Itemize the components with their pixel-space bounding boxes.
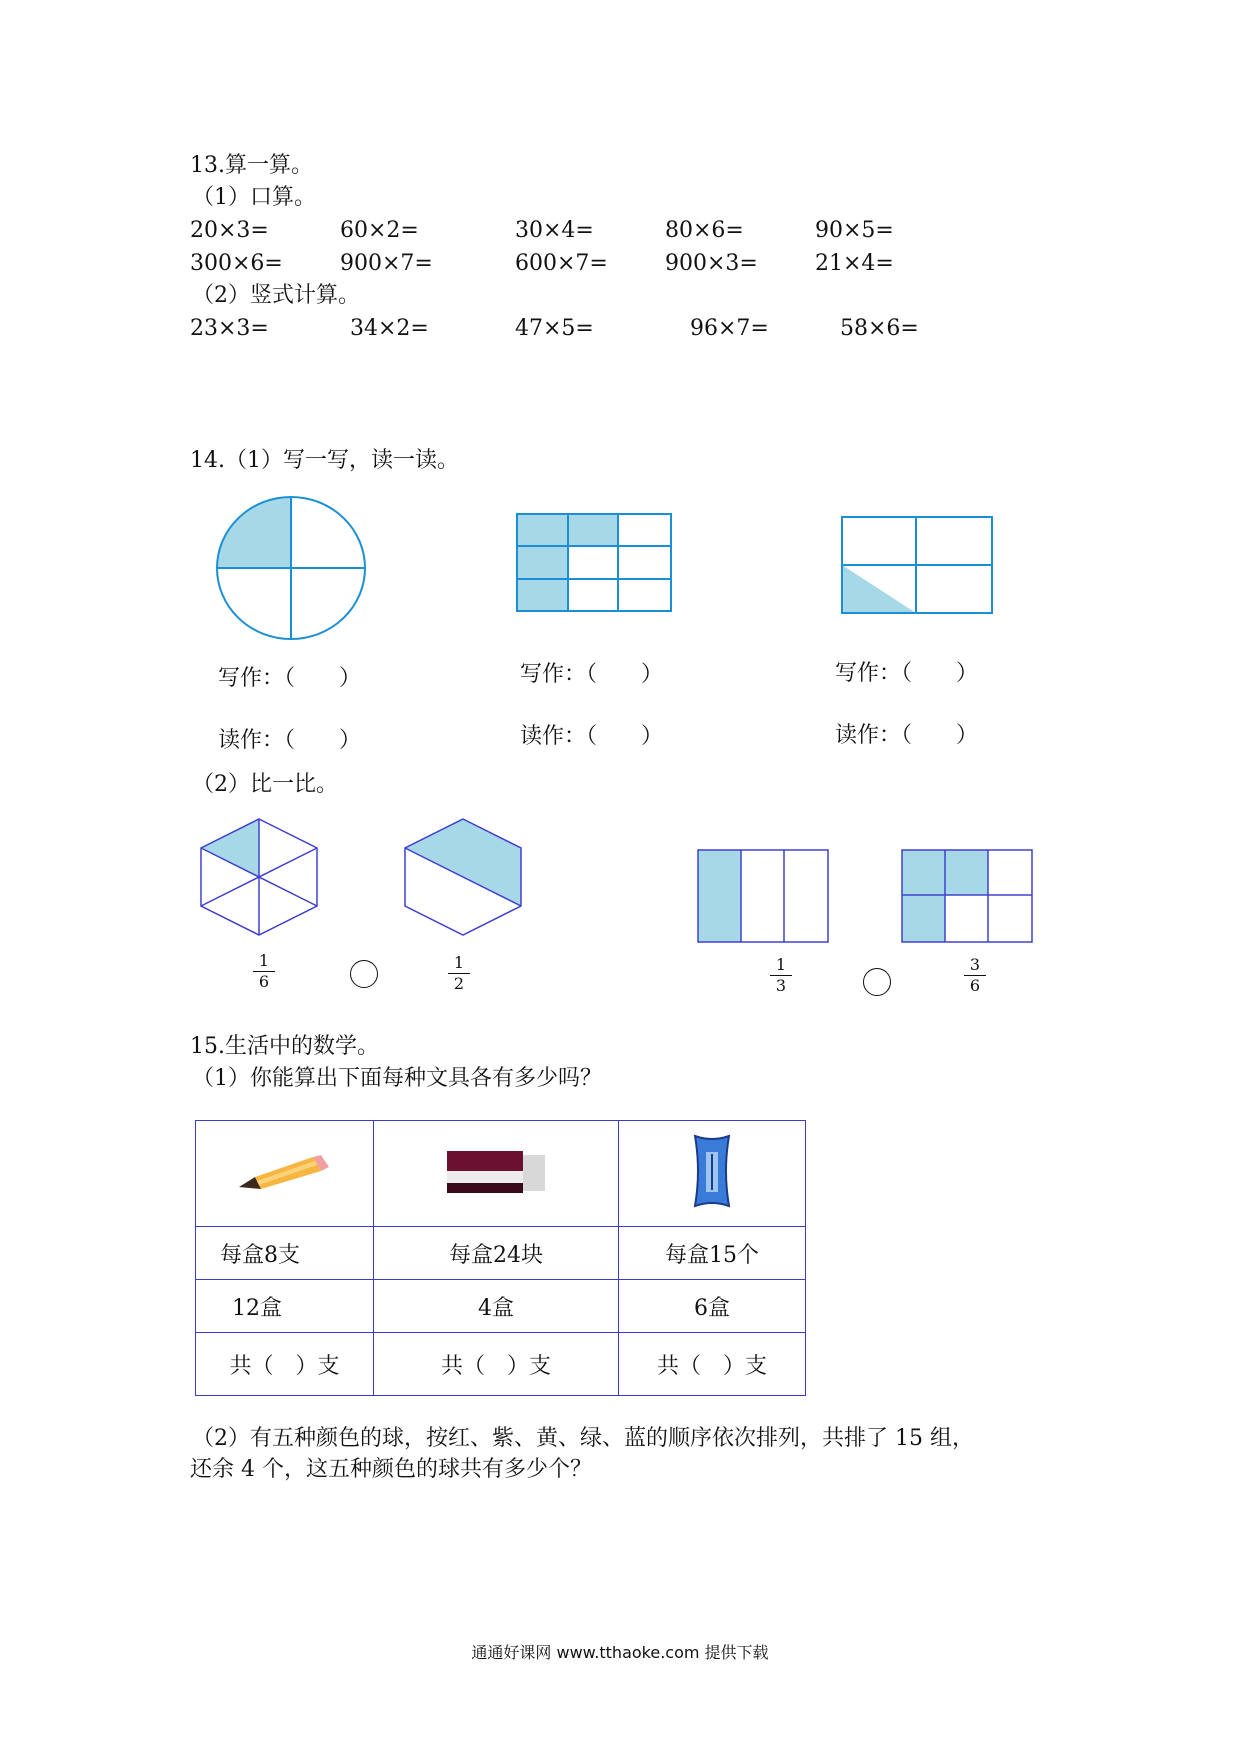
oral-calc-item: 30×4= — [515, 218, 594, 243]
fraction-denominator: 6 — [258, 972, 270, 991]
rectangle-third-figure — [697, 849, 829, 943]
triangle-rectangle-figure — [840, 515, 996, 615]
fraction-three-sixths — [960, 956, 990, 995]
compare-circle[interactable] — [350, 960, 378, 988]
footer-credit: 通通好课网 www.tthaoke.com 提供下载 — [471, 1643, 769, 1662]
vertical-calc-item: 23×3= — [190, 316, 269, 341]
stationery-table — [195, 1120, 806, 1396]
fraction-numerator: 1 — [453, 953, 465, 972]
q15-part1-label: （1）你能算出下面每种文具各有多少吗？ — [192, 1066, 602, 1091]
fraction-numerator: 3 — [969, 955, 981, 974]
read-answer-blank[interactable]: 读作：（ ） — [218, 728, 362, 753]
fraction-numerator: 1 — [258, 951, 270, 970]
box-count-cell: 4盒 — [374, 1280, 619, 1333]
sharpener-cell — [619, 1121, 806, 1227]
hexagon-sixth-figure — [199, 818, 319, 936]
box-count-cell: 6盒 — [619, 1280, 806, 1333]
per-box-cell: 每盒24块 — [374, 1227, 619, 1280]
vertical-calc-item: 47×5= — [515, 316, 594, 341]
oral-calc-item: 90×5= — [815, 218, 894, 243]
q15-title: 15.生活中的数学。 — [190, 1034, 379, 1059]
compare-circle[interactable] — [863, 968, 891, 996]
hexagon-half-figure — [403, 818, 523, 936]
fraction-denominator: 2 — [453, 974, 465, 993]
total-answer-cell[interactable]: 共（ ）支 — [196, 1333, 374, 1396]
total-answer-cell[interactable]: 共（ ）支 — [619, 1333, 806, 1396]
q15-part2-line1: （2）有五种颜色的球，按红、紫、黄、绿、蓝的顺序依次排列，共排了 15 组， — [192, 1426, 974, 1451]
oral-calc-item: 900×3= — [665, 251, 758, 276]
vertical-calc-item: 34×2= — [350, 316, 429, 341]
per-box-cell: 每盒8支 — [196, 1227, 374, 1280]
vertical-calc-item: 58×6= — [840, 316, 919, 341]
oral-calc-item: 20×3= — [190, 218, 269, 243]
box-count-cell: 12盒 — [196, 1280, 374, 1333]
q14-title: 14.（1）写一写，读一读。 — [190, 448, 459, 473]
oral-calc-item: 300×6= — [190, 251, 283, 276]
q15-part2-line2: 还余 4 个，这五种颜色的球共有多少个？ — [190, 1457, 592, 1482]
q14-part2-label: （2）比一比。 — [192, 772, 338, 797]
read-answer-blank[interactable]: 读作：（ ） — [835, 723, 979, 748]
grid-rectangle-figure — [516, 513, 674, 613]
write-answer-blank[interactable]: 写作：（ ） — [218, 666, 362, 691]
per-box-cell: 每盒15个 — [619, 1227, 806, 1280]
pencil-icon — [235, 1145, 335, 1197]
rectangle-sixths-figure — [901, 849, 1033, 943]
oral-calc-item: 80×6= — [665, 218, 744, 243]
q13-part1-label: （1）口算。 — [192, 185, 316, 210]
fraction-denominator: 3 — [775, 976, 787, 995]
oral-calc-item: 900×7= — [340, 251, 433, 276]
oral-calc-item: 600×7= — [515, 251, 608, 276]
sharpener-icon — [687, 1132, 737, 1210]
circle-quarter-figure — [215, 495, 367, 641]
write-answer-blank[interactable]: 写作：（ ） — [835, 661, 979, 686]
eraser-cell — [374, 1121, 619, 1227]
oral-calc-item: 60×2= — [340, 218, 419, 243]
q13-title: 13.算一算。 — [190, 153, 313, 178]
pencil-cell — [196, 1121, 374, 1227]
fraction-one-half — [444, 954, 474, 993]
vertical-calc-item: 96×7= — [690, 316, 769, 341]
read-answer-blank[interactable]: 读作：（ ） — [520, 724, 664, 749]
fraction-denominator: 6 — [969, 976, 981, 995]
fraction-one-third — [766, 956, 796, 995]
fraction-one-sixth — [249, 952, 279, 991]
total-answer-cell[interactable]: 共（ ）支 — [374, 1333, 619, 1396]
fraction-numerator: 1 — [775, 955, 787, 974]
q13-part2-label: （2）竖式计算。 — [192, 283, 360, 308]
write-answer-blank[interactable]: 写作：（ ） — [520, 662, 664, 687]
oral-calc-item: 21×4= — [815, 251, 894, 276]
eraser-icon — [441, 1141, 551, 1201]
